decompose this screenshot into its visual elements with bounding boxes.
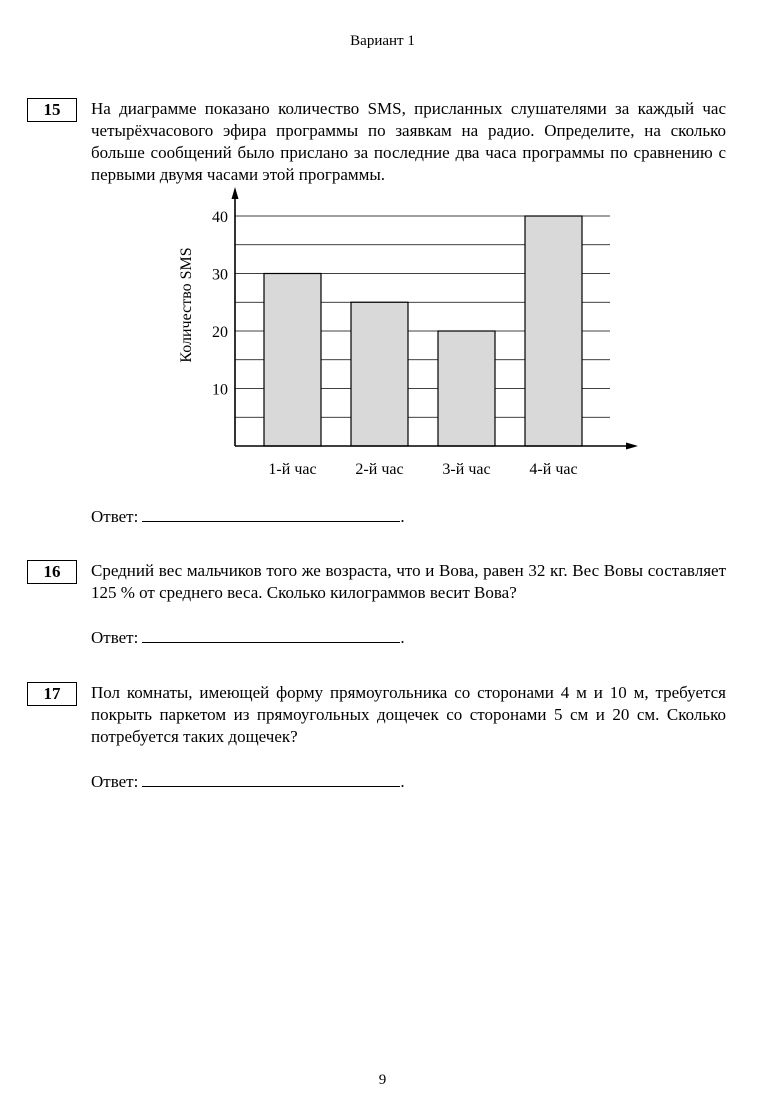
y-tick-label-10: 10 <box>212 381 228 399</box>
bar-chart <box>170 185 650 485</box>
x-tick-label-4: 4-й час <box>529 461 578 478</box>
answer-period: . <box>400 772 405 791</box>
answer-line-15[interactable] <box>91 506 405 528</box>
bar-1 <box>264 274 321 447</box>
answer-period: . <box>400 507 405 526</box>
y-axis-arrow <box>232 187 239 199</box>
answer-label: Ответ: <box>91 772 139 791</box>
answer-blank[interactable] <box>142 771 400 787</box>
y-axis-label: Количество SMS <box>178 247 195 363</box>
y-tick-label-20: 20 <box>212 324 228 341</box>
question-text-16: Средний вес мальчиков того же возраста, что и Вова, равен 32 кг. Вес Вовы составляет 125 % от среднего веса. Сколько килограммов весит Вова? <box>91 561 726 602</box>
answer-label: Ответ: <box>91 628 139 647</box>
bar-3 <box>438 331 495 446</box>
y-tick-label-40: 40 <box>212 209 228 226</box>
answer-label: Ответ: <box>91 507 139 526</box>
question-number-16: 16 <box>27 560 77 584</box>
bar-2 <box>351 302 408 446</box>
question-text-15: На диаграмме показано количество SMS, присланных слушателями за каждый час четырёхчасового эфира программы по заявкам на радио. Определите, на сколько больше сообщений было прислано за последние два часа программы по сравнению с первыми двумя часами этой программы. <box>91 99 726 184</box>
question-number-15: 15 <box>27 98 77 122</box>
y-tick-label-30: 30 <box>212 266 228 284</box>
page-number: 9 <box>378 1072 387 1088</box>
bar-4 <box>525 216 582 446</box>
answer-line-16[interactable] <box>91 627 405 649</box>
answer-blank[interactable] <box>142 627 400 643</box>
x-tick-label-3: 3-й час <box>442 461 491 478</box>
question-number-17: 17 <box>27 682 77 706</box>
answer-line-17[interactable] <box>91 771 405 793</box>
question-text-17: Пол комнаты, имеющей форму прямоугольника со сторонами 4 м и 10 м, требуется покрыть паркетом из прямоугольных дощечек со сторонами 5 см и 20 см. Сколько потребуется таких дощечек? <box>91 683 726 746</box>
x-tick-label-2: 2-й час <box>355 461 404 478</box>
x-axis-arrow <box>626 443 638 450</box>
x-tick-label-1: 1-й час <box>268 461 317 478</box>
answer-blank[interactable] <box>142 506 400 522</box>
page-header: Вариант 1 <box>350 33 415 49</box>
answer-period: . <box>400 628 405 647</box>
